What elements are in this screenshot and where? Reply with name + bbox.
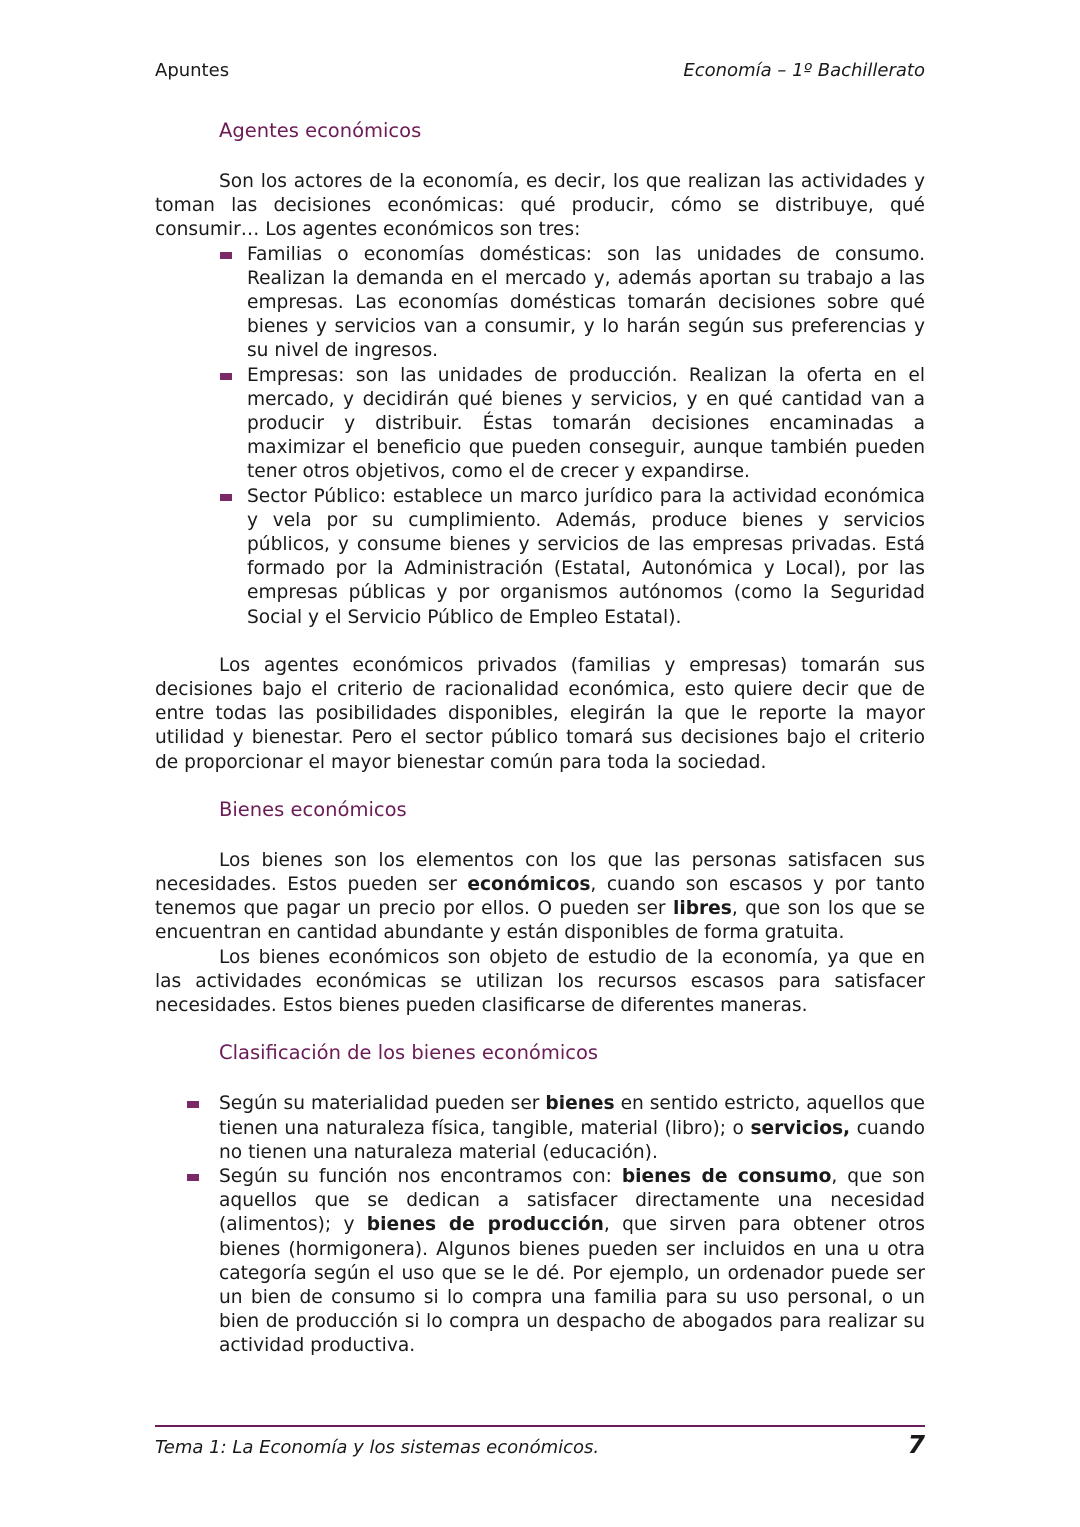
list-item: Según su función nos encontramos con: bienes de consumo, que son aquellos que se dedican a satisfacer directamente una necesidad (alimentos); y bienes de producción, que sirven para obtener otros bienes (hormigonera). Algunos bienes pueden ser incluidos en una u otra categoría según el uso que se le dé. Por ejemplo, un ordenador puede ser un bien de consumo si lo compra una familia para su uso personal, o un bien de producción si lo compra un despacho de abogados para realizar su actividad productiva. bbox=[219, 1165, 925, 1359]
list-item: Familias o economías domésticas: son las unidades de consumo. Realizan la demanda en el mercado y, además aportan su trabajo a las empresas. Las economías domésticas tomarán decisiones sobre qué bienes y servicios van a consumir, y lo harán según sus preferencias y su nivel de ingresos. bbox=[247, 243, 925, 364]
list-item: Empresas: son las unidades de producción. Realizan la oferta en el mercado, y decidirán qué bienes y servicios, y en qué cantidad van a producir y distribuir. Éstas tomarán decisiones encaminadas a maximizar el beneficio que pueden conseguir, aunque también pueden tener otros objetivos, como el de crecer y expandirse. bbox=[247, 364, 925, 485]
section-title-clasificacion: Clasificación de los bienes económicos bbox=[219, 1041, 599, 1065]
section-title-agentes: Agentes económicos bbox=[219, 119, 422, 142]
clasificacion-list bbox=[155, 1092, 925, 1358]
footer-title: Tema 1: La Economía y los sistemas económicos. bbox=[155, 1437, 600, 1458]
agentes-closing: Los agentes económicos privados (familias y empresas) tomarán sus decisiones bajo el criterio de racionalidad económica, esto quiere decir que de entre todas las posibilidades disponibles, elegirán la que le reporte la mayor utilidad y bienestar. Pero el sector público tomará sus decisiones bajo el criterio de proporcionar el mayor bienestar común para toda la sociedad. bbox=[155, 654, 925, 773]
list-item: Según su materialidad pueden ser bienes en sentido estricto, aquellos que tienen una naturaleza física, tangible, material (libro); o servicios, cuando no tienen una naturaleza material (educación). bbox=[219, 1092, 925, 1165]
agentes-intro: Son los actores de la economía, es decir, los que realizan las actividades y toman las decisiones económicas: qué producir, cómo se distribuye, qué consumir… Los agentes económicos son tres: bbox=[155, 171, 925, 241]
page-content bbox=[155, 118, 925, 1359]
header-right: Economía – 1º Bachillerato bbox=[683, 60, 925, 81]
page-number: 7 bbox=[907, 1430, 925, 1459]
list-item: Sector Público: establece un marco jurídico para la actividad económica y vela por su cumplimiento. Además, produce bienes y servicios públicos, y consume bienes y servicios de las empresas privadas. Está formado por la Administración (Estatal, Autonómica y Local), por las empresas públicas y por organismos autónomos (como la Seguridad Social y el Servicio Público de Empleo Estatal). bbox=[247, 485, 925, 630]
footer-divider bbox=[155, 1425, 925, 1427]
bienes-paragraph-2: Los bienes económicos son objeto de estudio de la economía, ya que en las actividades económicas se utilizan los recursos escasos para satisfacer necesidades. Estos bienes pueden clasificarse de diferentes maneras. bbox=[155, 946, 925, 1017]
agentes-list bbox=[155, 243, 925, 630]
header-left: Apuntes bbox=[155, 60, 230, 81]
bienes-paragraph-1: Los bienes son los elementos con los que las personas satisfacen sus necesidades. Estos pueden ser económicos, cuando son escasos y por tanto tenemos que pagar un precio por ellos. O pueden ser libres, que son los que se encuentran en cantidad abundante y están disponibles de forma gratuita. bbox=[155, 849, 925, 944]
section-title-bienes: Bienes económicos bbox=[219, 797, 407, 821]
